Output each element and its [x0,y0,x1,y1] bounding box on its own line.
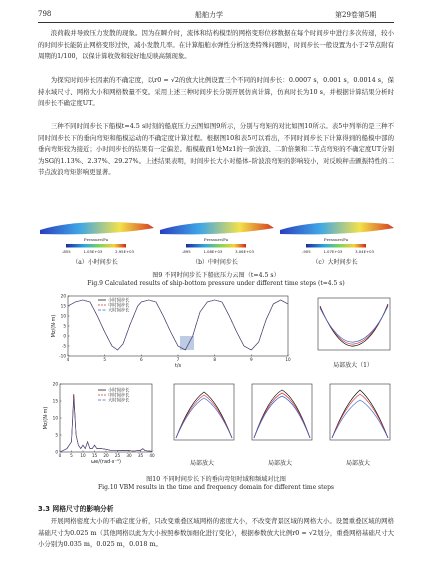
zoom3-series-small [254,390,310,438]
freq-xtick-label: 30 [126,453,132,458]
time-xtick-label: 9 [249,357,253,362]
fig10-freq-domain-chart [38,380,158,470]
zoom3-series-medium [254,393,310,438]
time-ytick-label: 15 [60,303,66,309]
fig10-zoom-1-chart [310,296,394,358]
panel-label-b: （b）中时间步长 [192,259,238,266]
cb-tick-a-1: 1.05E+03 [83,249,103,254]
zoom2-series-small [176,392,232,438]
time-xtick-label: 10 [285,357,291,362]
freq-xtick-label: 20 [103,453,109,458]
zoom3-frame [252,384,312,440]
colorbar-title-b: Pressure/Pa [203,237,229,242]
fig10-zoom-2-chart [168,382,238,452]
zoom-1-label: 局部放大（1） [333,362,373,369]
time-ylabel: Mz/(N·m) [51,314,57,338]
freq-xtick-label: 25 [114,453,121,458]
fig10-caption-en: Fig.10 VBM results in the time and frequency domain for different time steps [98,484,334,491]
zoom4-series-small [332,390,388,438]
freq-ylabel: Mz/(N·m) [43,406,49,430]
hull-panel-a [40,222,154,234]
fig10-zoom-4-chart [324,382,394,452]
colorbar-b [186,244,246,248]
fig10-caption-cn: 图10 不同时间步长下的垂向弯矩时域和频域对比图 [146,476,286,483]
panel-label-a: （a）小时间步长 [72,259,118,266]
section-heading: 3.3 网格尺寸的影响分析 [38,505,114,513]
time-legend-label: 大时间步长 [108,308,130,314]
cb-tick-b-0: -895 [182,249,191,254]
cb-tick-c-0: -905 [302,249,311,254]
paragraph-3: 三种不同时间步长下船模t=4.5 s时刻的船底压力云图如图9所示，分别与弯矩的对比如图10所示。表5中列举的是三种不同时间步长下的垂向弯矩和船模运动的不确定度计算过程。根据图10和表5可以看出，不同时间步长下计算得到的船模中部的垂向弯矩较为接近；小时间步长的结果有一定偏差。船模截面1处Mz1的一阶波浪、二阶倍频和二节点弯矩的不确定度UT分别为SG的1.13%、2.37%、29.27%。上述结果表明，时间步长大小对船体–阶波浪弯矩的影响较小，对反映秤击颤振特性的二节点波浪弯矩影响更显著。 [38,122,394,177]
section-paragraph: 开展网格密度大小的不确定度分析，只改变重叠区域网格的密度大小，不改变背景区域的网格大小。设置重叠区域的网格基础尺寸为0.025 m（其他网格以此为大小按照参数加细化进行变化），根据参数放大比例r0 = √2划分，重叠网格基础尺寸大小分别为0.035 m，0.025 m，0.018 m。 [38,517,394,549]
time-ytick-label: 20 [60,293,66,299]
time-ytick-label: 0 [63,333,66,339]
fig10-time-domain-chart [38,292,298,372]
paragraph-2: 为探究时间步长因素的不确定度，以r0 = √2的放大比例设置三个不同的时间步长：0.0007 s，0.001 s，0.0014 s，保持水域尺寸、网格大小和网格数量不变。采用上述三种时间步长分别开展仿真计算，仿真时长为10 s，并根据计算结果分析时间步长不确定度UT。 [38,76,394,108]
time-xtick-label: 5 [103,357,107,362]
freq-ytick-label: 0 [55,449,58,455]
time-ytick-label: -5 [61,343,66,349]
cb-tick-b-1: 1.08E+03 [203,249,223,254]
colorbar-a [66,244,126,248]
cb-tick-c-2: 3.04E+03 [355,249,374,254]
cb-tick-c-1: 1.07E+03 [323,249,343,254]
freq-legend-label: 大时间步长 [108,398,130,404]
colorbar-title-a: Pressure/Pa [83,237,109,242]
fig10-zoom-3-chart [246,382,316,452]
time-ytick-label: 5 [63,323,66,329]
colorbar-ticks-c [302,249,374,254]
freq-xtick-label: 0 [58,453,62,458]
colorbar-title-c: Pressure/Pa [323,237,349,242]
time-ytick-label: -10 [59,353,66,359]
hull-panel-c [280,222,394,234]
zoom2-series-medium [176,395,232,438]
freq-legend-label: 小时间步长 [108,388,130,394]
freq-ytick-label: 20 [52,381,58,387]
freq-xtick-label: 35 [137,453,144,458]
freq-xtick-label: 40 [149,453,155,458]
time-xtick-label: 8 [213,357,217,362]
zoom4-frame [330,384,390,440]
fig9-caption-cn: 图9 不同时间步长下船底压力云图（t=4.5 s） [152,272,280,279]
time-xtick-label: 6 [139,357,143,362]
zoom-2-label: 局部放大 [189,460,214,467]
zoom4-series-medium [332,394,388,438]
colorbar-ticks-b [182,249,254,254]
freq-legend-label: 中时间步长 [108,393,130,399]
journal-name: 船舶力学 [195,11,223,19]
time-series-2 [68,300,288,350]
panel-label-c: （c）大时间步长 [312,259,358,266]
page-number: 798 [38,10,52,18]
freq-ytick-label: 10 [52,415,58,421]
cb-tick-a-0: -855 [62,249,71,254]
paragraph-1: 浪荷载并导致压力发散的现象。因为在瞬介时，流体和结构模型的网格变形位移数据在每个时间步中进行多次传递，较小的时间步长能防止网格变形过快，减小发散几率。在计算船舶水弹性分析这类特殊问题时，时间步长一般设置为小于2节点附有周期的1/100，以保计算收敛和较好地反映高频现象。 [38,29,394,61]
freq-ytick-label: 5 [55,432,58,438]
colorbar-ticks-a [62,249,134,254]
volume-issue: 第29卷第5期 [335,11,377,19]
freq-xlabel: ωe/(rad·s⁻¹) [91,459,121,465]
fig9-caption-en: Fig.9 Calculated results of ship-bottom pressure under different time steps (t=4.5 s) [87,280,345,287]
cb-tick-b-2: 3.06E+03 [235,249,254,254]
time-legend-label: 中时间步长 [108,303,130,309]
time-xtick-label: 4 [66,357,70,362]
header-rule [38,22,394,23]
freq-series-3 [60,401,152,452]
hull-shape-a [40,222,154,234]
hull-shape-c [280,222,394,234]
freq-xtick-label: 15 [91,453,98,458]
time-series-3 [68,300,288,350]
cb-tick-a-2: 2.95E+03 [115,249,134,254]
time-legend-label: 小时间步长 [108,298,130,304]
colorbar-c [306,244,366,248]
time-xtick-label: 7 [176,357,180,362]
freq-xtick-label: 10 [80,453,86,458]
freq-ytick-label: 15 [52,398,58,404]
time-series-1 [68,300,288,350]
hull-shape-b [160,222,274,234]
time-ytick-label: 10 [60,313,66,319]
freq-xtick-label: 5 [70,453,73,458]
hull-panel-b [160,222,274,234]
zoom1-series-large [320,306,388,342]
zoom-4-label: 局部放大 [345,460,370,467]
zoom-3-label: 局部放大 [267,460,292,467]
time-xlabel: t/s [174,363,182,369]
